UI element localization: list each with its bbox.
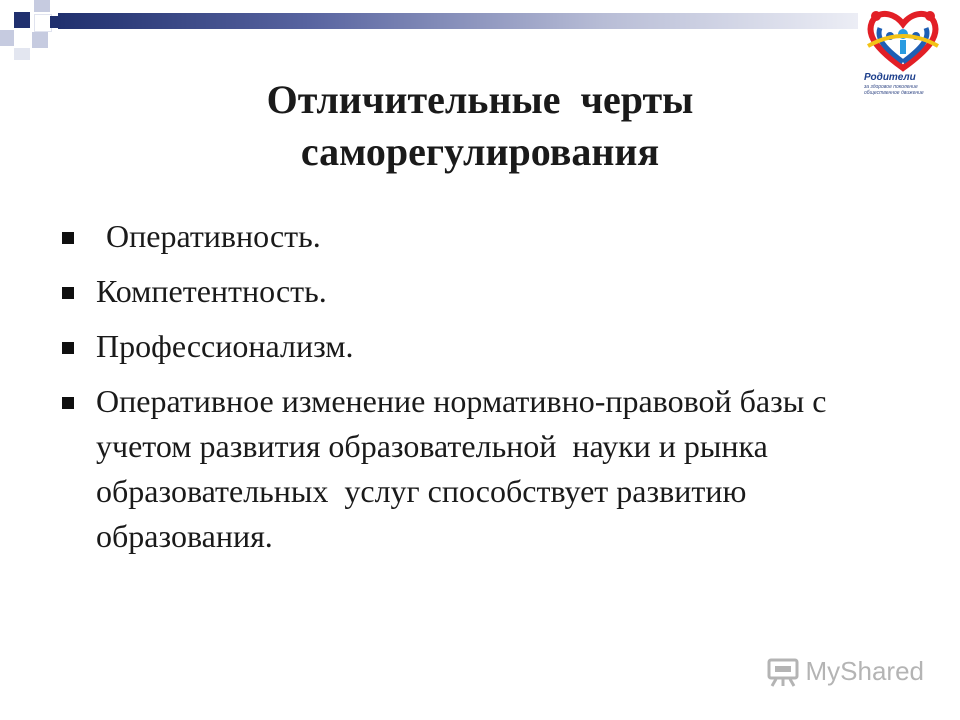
square-bullet-icon <box>62 342 74 354</box>
square-bullet-icon <box>62 397 74 409</box>
list-item-text: Оперативное изменение нормативно-правовой базы с учетом развития образовательной науки и рынка образовательных услуг способствует развитию образования. <box>96 383 835 554</box>
list-item <box>60 379 896 559</box>
slide-title-line-2: саморегулирования <box>300 129 660 174</box>
watermark-text: MyShared <box>805 656 924 686</box>
myshared-logo-icon <box>766 657 800 687</box>
square-bullet-icon <box>62 287 74 299</box>
logo-name: Родители <box>864 72 916 83</box>
corner-mosaic-decoration <box>0 0 120 60</box>
parents-logo-icon <box>858 6 948 72</box>
slide-title-line-1: Отличительные черты <box>266 77 694 122</box>
list-item-text: Оперативность. <box>106 218 321 254</box>
list-item <box>60 214 920 259</box>
myshared-watermark <box>766 656 925 687</box>
slide-title <box>150 74 810 178</box>
bullet-list <box>60 214 920 569</box>
parents-logo <box>858 6 948 98</box>
list-item <box>60 324 920 369</box>
logo-tagline: за здоровое поколение общественное движение <box>864 84 924 96</box>
square-bullet-icon <box>62 232 74 244</box>
list-item-text: Профессионализм. <box>96 328 354 364</box>
list-item-text: Компетентность. <box>96 273 327 309</box>
header-gradient-band <box>58 13 898 29</box>
list-item <box>60 269 920 314</box>
